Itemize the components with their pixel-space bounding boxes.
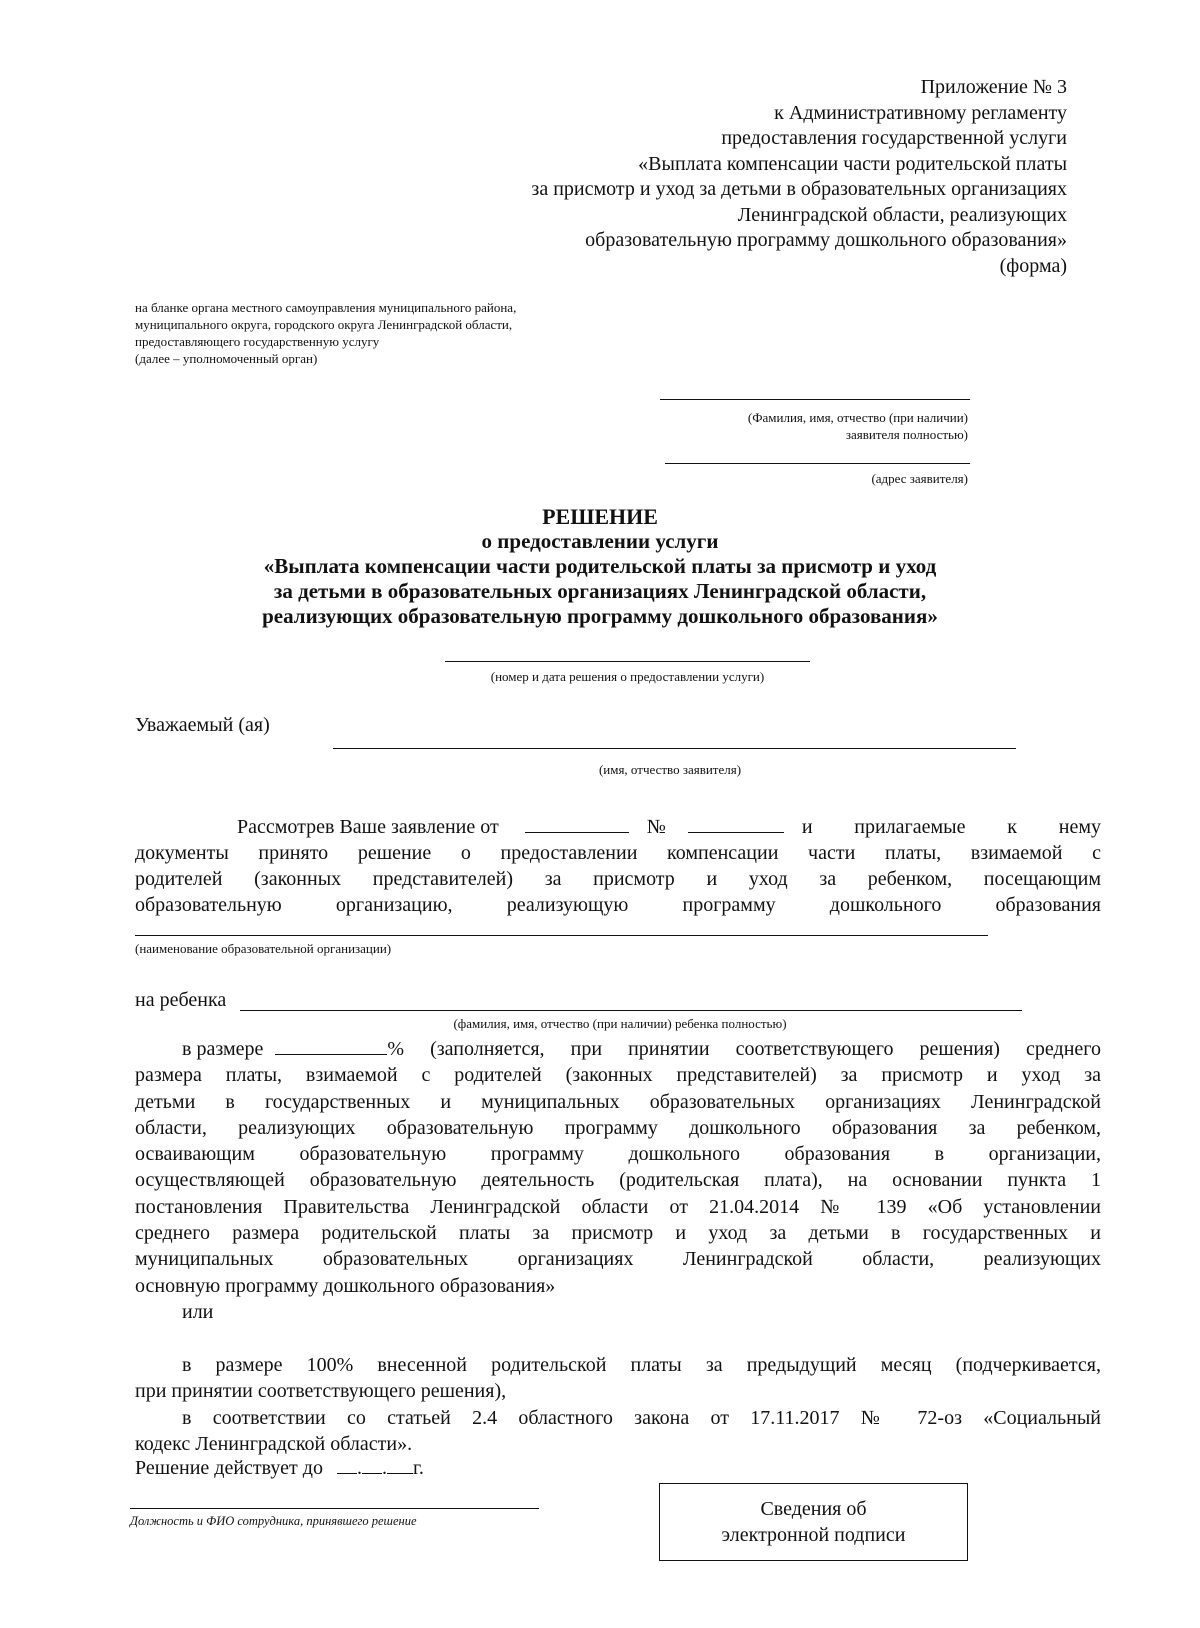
- decision-title: [200, 504, 1000, 629]
- paragraph-2-line: осваивающим образовательную программу дошкольного образования в организации,: [135, 1143, 1101, 1166]
- validity-day-blank: [337, 1473, 357, 1474]
- child-name-caption: (фамилия, имя, отчество (при наличии) ребенка полностью): [453, 1016, 787, 1031]
- validity-separator: .: [381, 1457, 387, 1479]
- decision-number-caption: (номер и дата решения о предоставлении услуги): [490, 669, 765, 684]
- appendix-header: [307, 75, 1067, 279]
- paragraph-4-line: кодекс Ленинградской области».: [135, 1433, 413, 1455]
- paragraph-3-line: при принятии соответствующего решения),: [135, 1380, 507, 1402]
- decision-title-main: РЕШЕНИЕ: [542, 504, 658, 529]
- electronic-signature-box: [659, 1483, 968, 1561]
- applicant-name-caption-line: заявителя полностью): [845, 427, 968, 442]
- child-label: на ребенка: [135, 989, 227, 1011]
- validity-month-blank: [362, 1473, 382, 1474]
- child-name-line: [240, 1010, 1022, 1011]
- salutation: Уважаемый (ая): [135, 714, 270, 736]
- organization-name-caption: (наименование образовательной организации): [135, 941, 392, 956]
- salutation-name-line: [333, 748, 1016, 749]
- appendix-line: к Административному регламенту: [774, 101, 1067, 124]
- applicant-address-caption: (адрес заявителя): [871, 471, 968, 486]
- decision-title-line: «Выплата компенсации части родительской платы за присмотр и уход: [263, 554, 937, 578]
- paragraph-4: [135, 1405, 1101, 1457]
- paragraph-2-line: области, реализующих образовательную программу дошкольного образования за ребенком,: [135, 1116, 1101, 1139]
- signatory-caption: Должность и ФИО сотрудника, принявшего решение: [130, 1514, 417, 1528]
- decision-title-sub: о предоставлении услуги: [481, 529, 719, 553]
- decision-title-line: реализующих образовательную программу дошкольного образования»: [262, 604, 938, 628]
- electronic-signature-line: электронной подписи: [721, 1524, 906, 1546]
- applicant-name-caption-line: (Фамилия, имя, отчество (при наличии): [747, 410, 968, 425]
- paragraph-2-line: среднего размера родительской платы за присмотр и уход за детьми в государственных и: [135, 1222, 1101, 1245]
- paragraph-1-line: документы принято решение о предоставлении компенсации части платы, взимаемой с: [135, 842, 1101, 864]
- paragraph-2-line: размера платы, взимаемой с родителей (законных представителей) за присмотр и уход за: [135, 1064, 1101, 1087]
- paragraph-3: [135, 1352, 1101, 1404]
- appendix-line: Ленинградской области, реализующих: [737, 203, 1067, 226]
- letterhead-line: на бланке органа местного самоуправления муниципального района,: [135, 300, 517, 315]
- paragraph-2-line: основную программу дошкольного образования»: [135, 1274, 556, 1297]
- application-number-label: №: [646, 816, 666, 838]
- applicant-name-line: [660, 399, 970, 400]
- appendix-line: «Выплата компенсации части родительской платы: [638, 152, 1067, 175]
- applicant-address-line: [665, 463, 970, 464]
- or-text: или: [182, 1300, 214, 1323]
- validity-suffix: г.: [412, 1457, 424, 1479]
- appendix-line: предоставления государственной услуги: [721, 127, 1067, 149]
- paragraph-1: [135, 814, 1101, 918]
- percent-description: % (заполняется, при принятии соответствующего решения) среднего: [387, 1038, 1101, 1060]
- validity-line: [135, 1457, 424, 1480]
- application-number-blank: [688, 832, 784, 833]
- paragraph-2-line: детьми в государственных и муниципальных образовательных организациях Ленинградской: [135, 1090, 1101, 1113]
- validity-label: Решение действует до: [135, 1457, 323, 1479]
- validity-separator: .: [356, 1457, 362, 1479]
- appendix-line: образовательную программу дошкольного образования»: [585, 229, 1067, 251]
- percent-label: в размере: [182, 1038, 264, 1060]
- paragraph-3-line: в размере 100% внесенной родительской платы за предыдущий месяц (подчеркивается,: [182, 1354, 1101, 1376]
- application-date-label: Рассмотрев Ваше заявление от: [237, 816, 499, 838]
- electronic-signature-line: Сведения об: [760, 1498, 867, 1520]
- signatory-line: [130, 1508, 539, 1509]
- attachments-text: и прилагаемые к нему: [801, 816, 1101, 838]
- appendix-line: за присмотр и уход за детьми в образовательных организациях: [531, 178, 1067, 200]
- organization-name-line: [135, 935, 988, 936]
- paragraph-1-line: [135, 814, 1101, 840]
- applicant-name-caption: [548, 409, 968, 443]
- letterhead-note: [135, 299, 695, 367]
- validity-year-blank: [387, 1473, 413, 1474]
- appendix-line: (форма): [999, 254, 1067, 277]
- salutation-caption: (имя, отчество заявителя): [598, 762, 742, 777]
- paragraph-1-line: родителей (законных представителей) за присмотр и уход за ребенком, посещающим: [135, 868, 1101, 890]
- appendix-line: Приложение № 3: [920, 76, 1067, 98]
- percent-blank: [275, 1054, 387, 1055]
- paragraph-2-line: постановления Правительства Ленинградской области от 21.04.2014 № 139 «Об установлении: [135, 1195, 1101, 1218]
- paragraph-2-line: осуществляющей образовательную деятельность (родительская плата), на основании пункта 1: [135, 1169, 1101, 1192]
- decision-number-line: [445, 661, 810, 662]
- paragraph-2-line: [135, 1036, 1101, 1062]
- paragraph-2: [135, 1036, 1101, 1325]
- letterhead-line: (далее – уполномоченный орган): [135, 351, 318, 366]
- letterhead-line: предоставляющего государственную услугу: [135, 334, 380, 349]
- paragraph-4-line: в соответствии со статьей 2.4 областного закона от 17.11.2017 № 72-оз «Социальный: [182, 1407, 1101, 1429]
- paragraph-1-line: образовательную организацию, реализующую программу дошкольного образования: [135, 894, 1101, 916]
- application-date-blank: [525, 832, 629, 833]
- decision-title-line: за детьми в образовательных организациях Ленинградской области,: [273, 579, 927, 603]
- paragraph-2-line: муниципальных образовательных организациях Ленинградской области, реализующих: [135, 1248, 1101, 1271]
- letterhead-line: муниципального округа, городского округа Ленинградской области,: [135, 317, 513, 332]
